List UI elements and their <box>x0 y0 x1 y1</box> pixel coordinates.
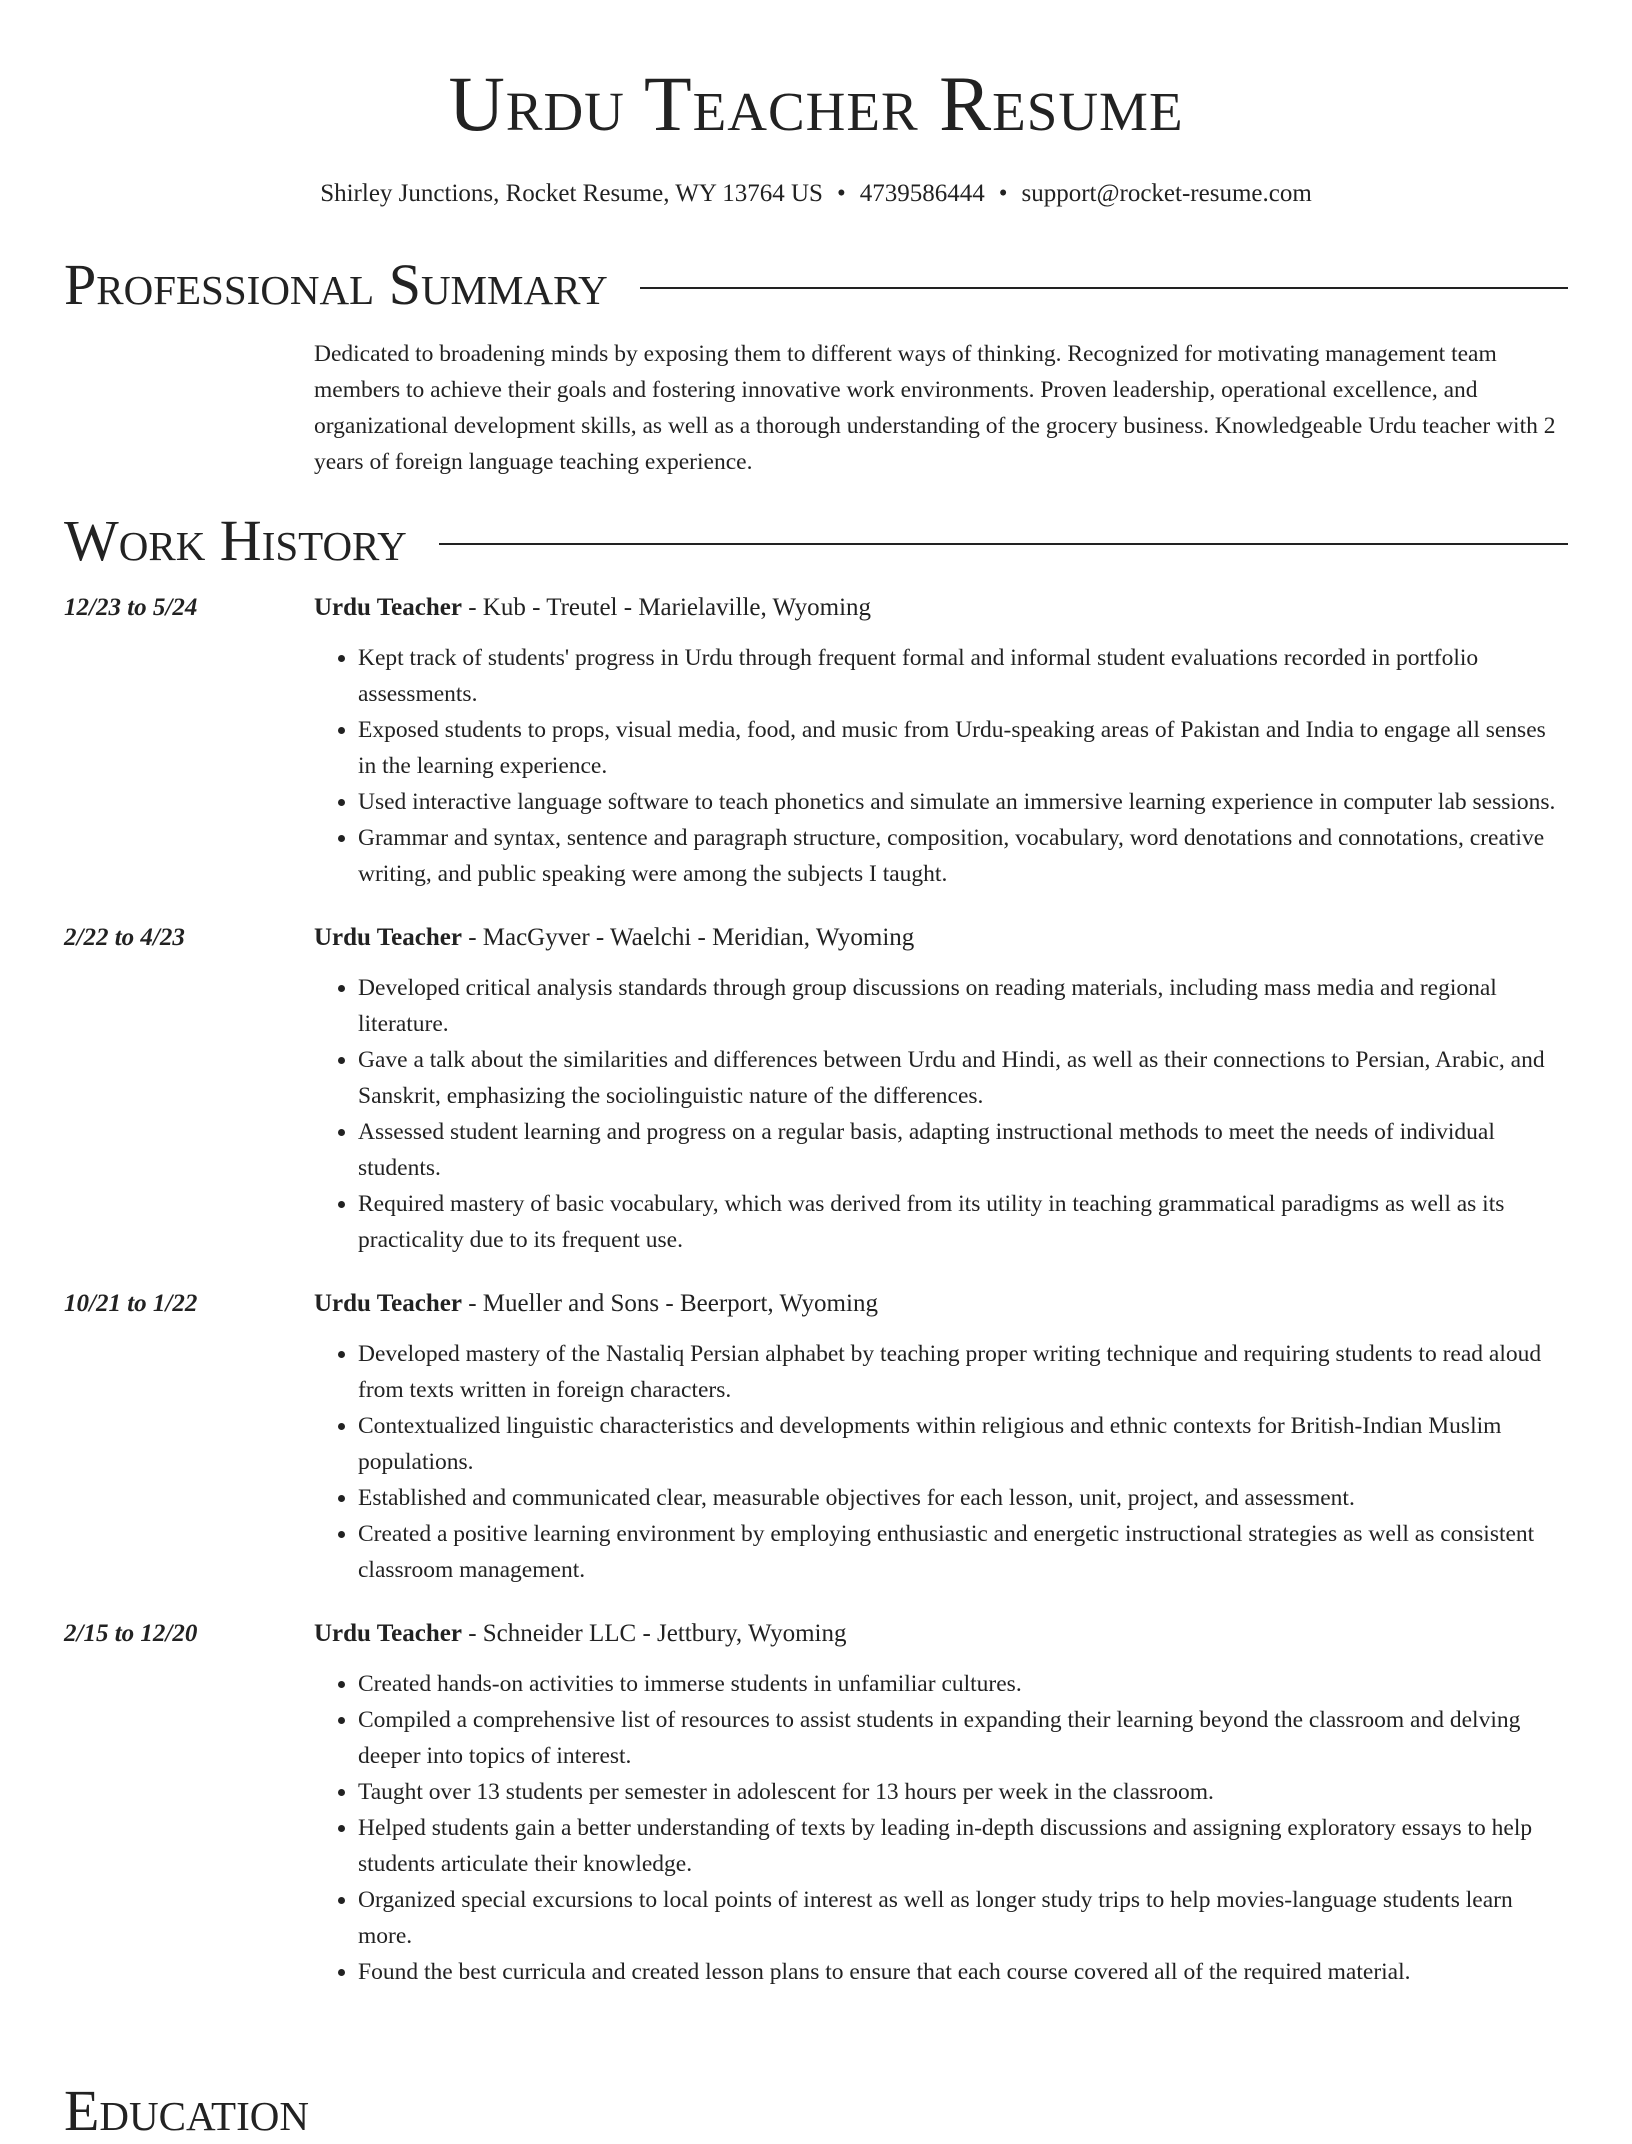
job-bullets <box>314 640 1568 892</box>
summary-heading: Professional Summary <box>64 252 608 317</box>
job-bullet: • Created a positive learning environment by employing enthusiastic and energetic instructional strategies as well as consistent classroom management. <box>358 1516 1568 1588</box>
work-heading: Work History <box>64 508 407 573</box>
job-bullet: • Gave a talk about the similarities and differences between Urdu and Hindi, as well as their connections to Persian, Arabic, and Sanskrit, emphasizing the sociolinguistic nature of the differences. <box>358 1042 1568 1114</box>
job-body <box>314 1286 1568 1588</box>
job-bullet: • Created hands-on activities to immerse students in unfamiliar cultures. <box>358 1666 1568 1702</box>
education-heading: Education <box>64 2078 309 2143</box>
job-entry <box>64 1286 1568 1588</box>
job-header <box>314 920 1568 956</box>
contact-separator: • <box>836 180 846 207</box>
job-role: Urdu Teacher <box>314 1290 462 1317</box>
job-header <box>314 1616 1568 1652</box>
page-title: Urdu Teacher Resume <box>448 60 1184 147</box>
job-bullet: • Used interactive language software to teach phonetics and simulate an immersive learning experience in computer lab sessions. <box>358 784 1568 820</box>
job-company-location: - Schneider LLC - Jettbury, Wyoming <box>461 1620 847 1647</box>
job-entry <box>64 590 1568 892</box>
summary-text: Dedicated to broadening minds by exposing them to different ways of thinking. Recognized for motivating management team members to achieve their goals and fostering innovative work environments. Proven leadership, operational excellence, and organizational development skills, as well as a thorough understanding of the grocery business. Knowledgeable Urdu teacher with 2 years of foreign language teaching experience. <box>314 341 1556 475</box>
contact-phone: 4739586444 <box>859 180 985 207</box>
job-company-location: - Kub - Treutel - Marielaville, Wyoming <box>461 594 872 621</box>
job-dates: 12/23 to 5/24 <box>64 594 198 621</box>
job-bullet: • Exposed students to props, visual media, food, and music from Urdu-speaking areas of Pakistan and India to engage all senses in the learning experience. <box>358 712 1568 784</box>
job-body <box>314 1616 1568 1990</box>
job-dates: 2/15 to 12/20 <box>64 1620 198 1647</box>
job-header <box>314 590 1568 626</box>
work-history-list <box>64 590 1568 1990</box>
job-bullet: • Found the best curricula and created lesson plans to ensure that each course covered all of the required material. <box>358 1954 1568 1990</box>
job-bullet: • Assessed student learning and progress on a regular basis, adapting instructional methods to meet the needs of individual students. <box>358 1114 1568 1186</box>
summary-section-header <box>64 252 1568 318</box>
job-company-location: - Mueller and Sons - Beerport, Wyoming <box>461 1290 878 1317</box>
job-role: Urdu Teacher <box>314 594 462 621</box>
section-divider <box>640 287 1568 289</box>
job-bullet: • Developed critical analysis standards through group discussions on reading materials, including mass media and regional literature. <box>358 970 1568 1042</box>
job-body <box>314 590 1568 892</box>
job-bullet: • Helped students gain a better understanding of texts by leading in-depth discussions and assigning exploratory essays to help students articulate their knowledge. <box>358 1810 1568 1882</box>
work-section-header <box>64 508 1568 574</box>
job-entry <box>64 1616 1568 1990</box>
job-dates: 10/21 to 1/22 <box>64 1290 198 1317</box>
job-bullets <box>314 1666 1568 1990</box>
job-bullet: • Grammar and syntax, sentence and paragraph structure, composition, vocabulary, word denotations and connotations, creative writing, and public speaking were among the subjects I taught. <box>358 820 1568 892</box>
job-role: Urdu Teacher <box>314 924 462 951</box>
job-dates: 2/22 to 4/23 <box>64 924 185 951</box>
contact-line <box>64 178 1568 210</box>
job-header <box>314 1286 1568 1322</box>
job-bullets <box>314 1336 1568 1588</box>
contact-separator: • <box>998 180 1008 207</box>
job-bullet: • Required mastery of basic vocabulary, which was derived from its utility in teaching grammatical paradigms as well as its practicality due to its frequent use. <box>358 1186 1568 1258</box>
job-bullet: • Organized special excursions to local points of interest as well as longer study trips to help movies-language students learn more. <box>358 1882 1568 1954</box>
contact-email: support@rocket-resume.com <box>1021 180 1312 207</box>
job-bullet: • Established and communicated clear, measurable objectives for each lesson, unit, project, and assessment. <box>358 1480 1568 1516</box>
job-bullet: • Developed mastery of the Nastaliq Persian alphabet by teaching proper writing technique and requiring students to read aloud from texts written in foreign characters. <box>358 1336 1568 1408</box>
contact-address: Shirley Junctions, Rocket Resume, WY 13764 US <box>320 180 823 207</box>
job-company-location: - MacGyver - Waelchi - Meridian, Wyoming <box>461 924 915 951</box>
job-role: Urdu Teacher <box>314 1620 462 1647</box>
job-bullet: • Compiled a comprehensive list of resources to assist students in expanding their learning beyond the classroom and delving deeper into topics of interest. <box>358 1702 1568 1774</box>
job-bullet: • Kept track of students' progress in Urdu through frequent formal and informal student evaluations recorded in portfolio assessments. <box>358 640 1568 712</box>
job-bullet: • Contextualized linguistic characteristics and developments within religious and ethnic contexts for British-Indian Muslim populations. <box>358 1408 1568 1480</box>
job-bullet: • Taught over 13 students per semester in adolescent for 13 hours per week in the classroom. <box>358 1774 1568 1810</box>
job-body <box>314 920 1568 1258</box>
section-divider <box>439 543 1568 545</box>
job-entry <box>64 920 1568 1258</box>
job-bullets <box>314 970 1568 1258</box>
